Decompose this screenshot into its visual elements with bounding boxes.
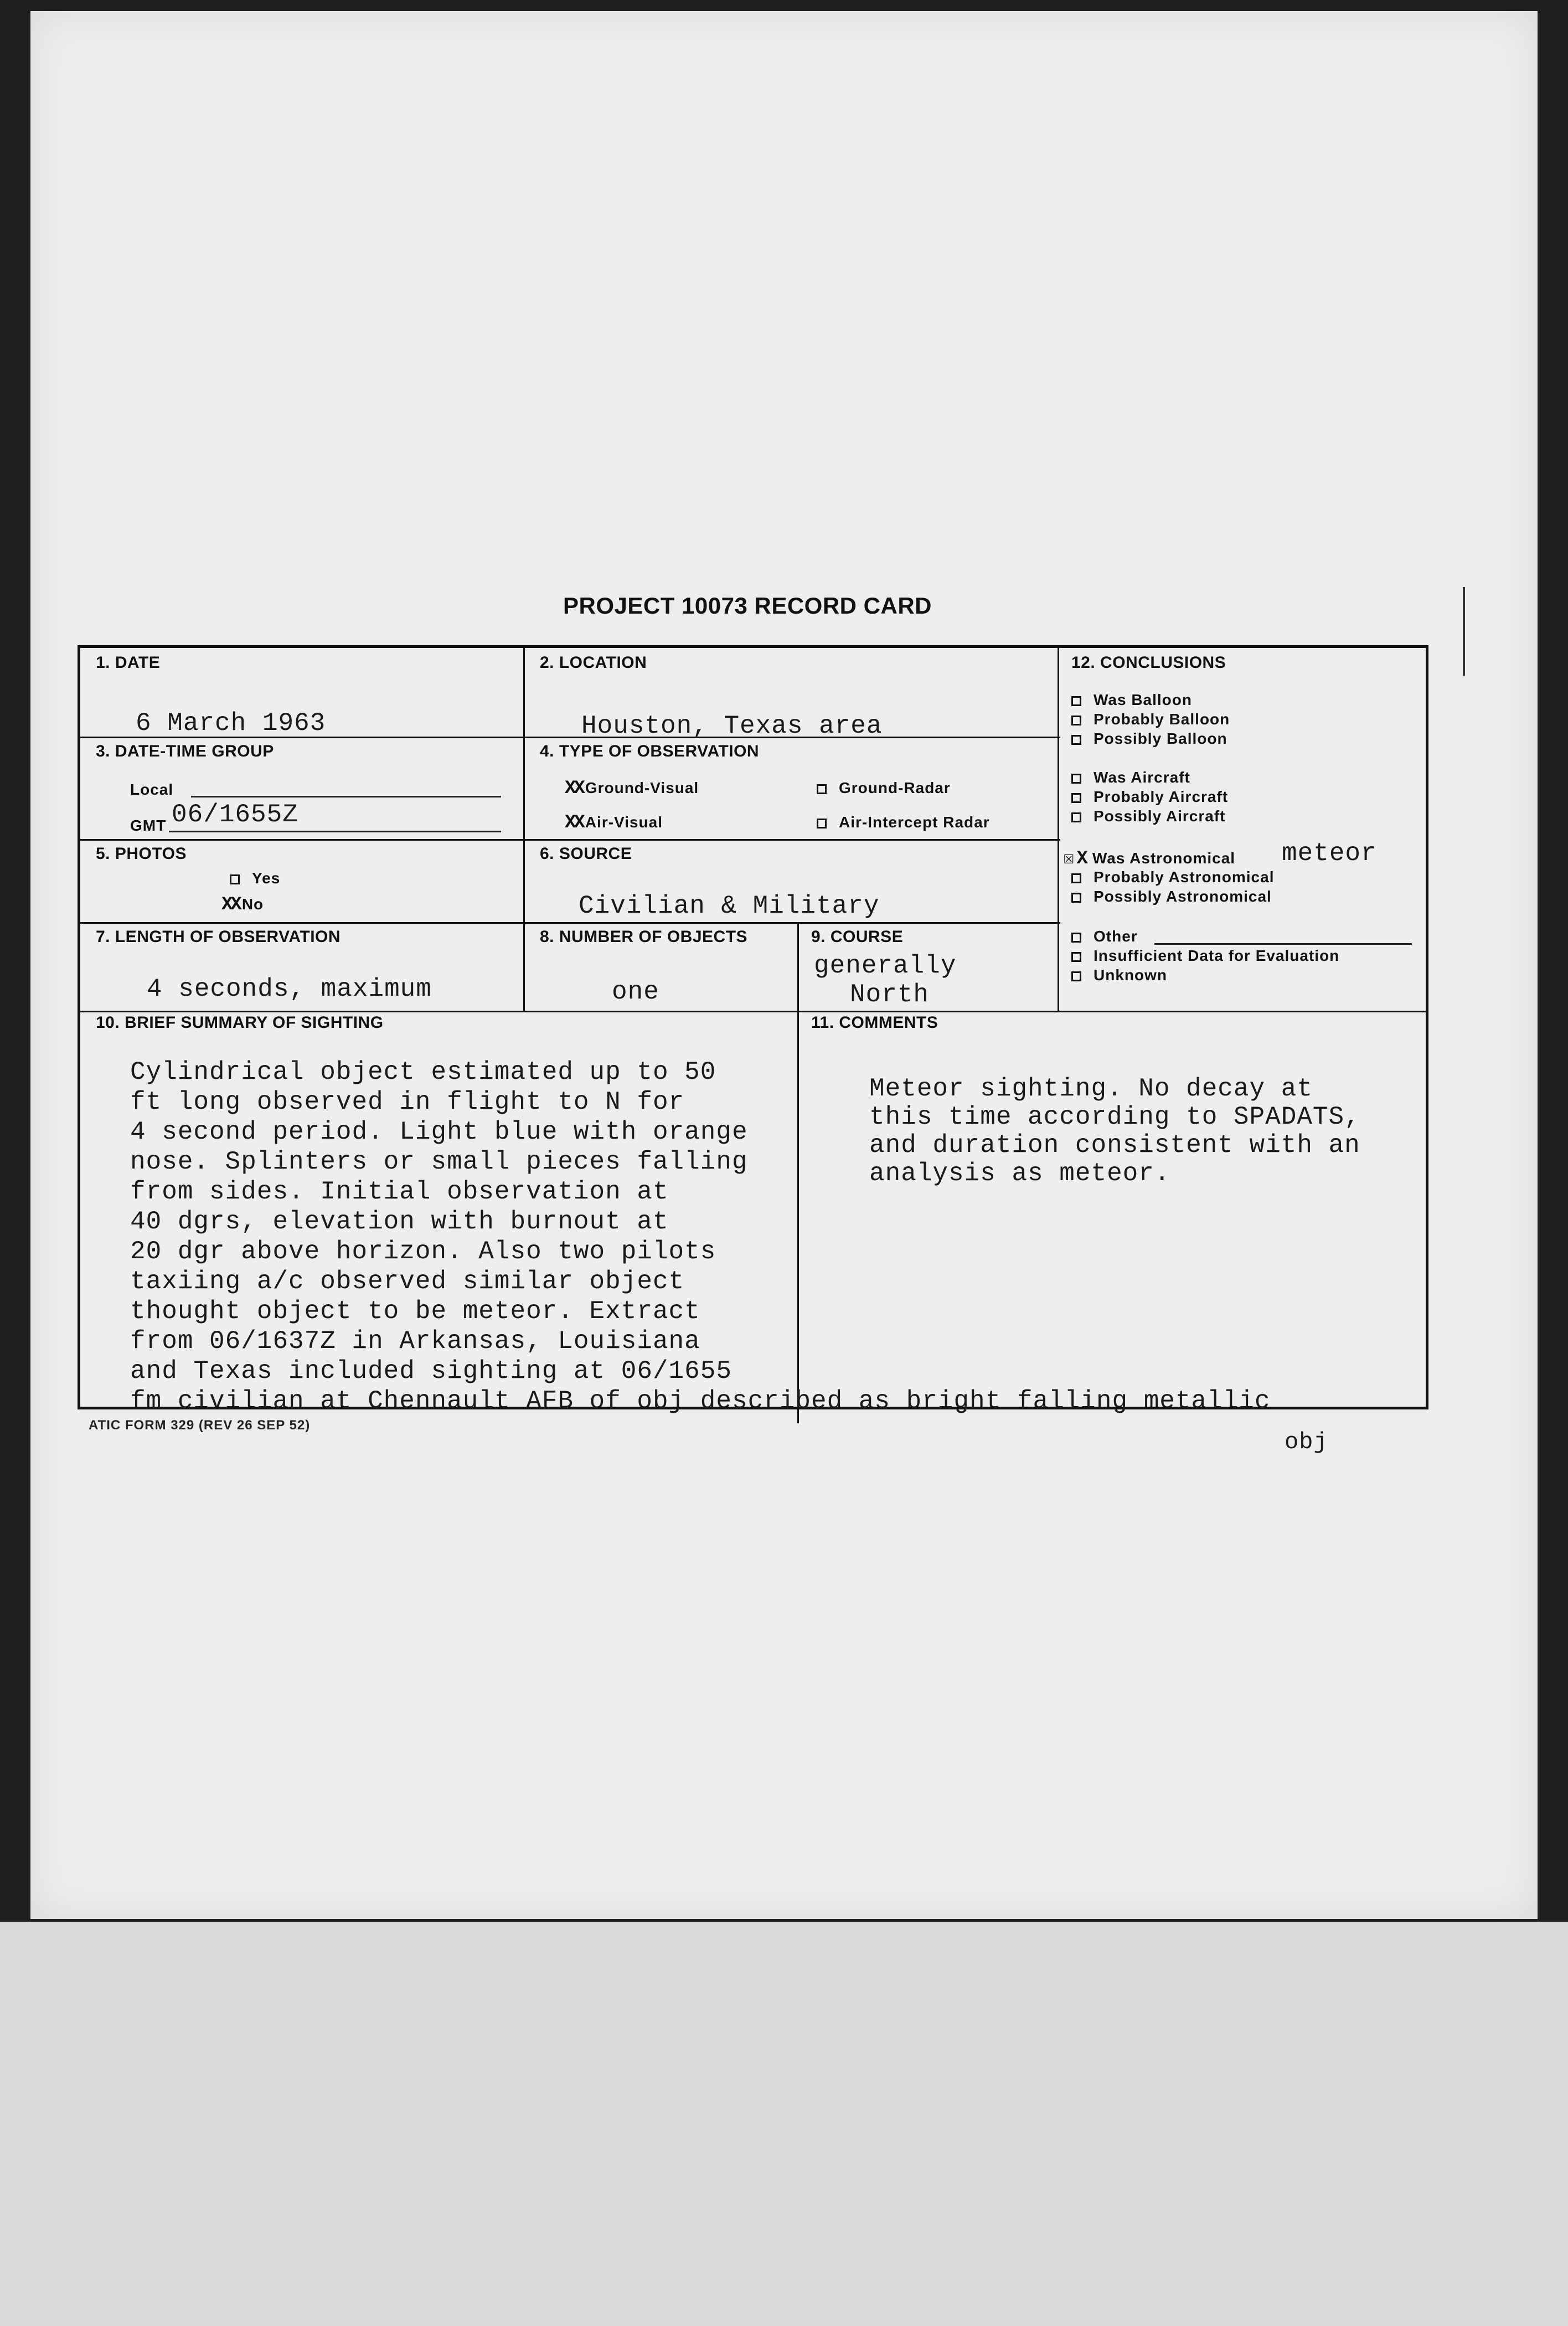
card-title: PROJECT 10073 RECORD CARD [563, 593, 932, 619]
conclusion-label: Possibly Balloon [1094, 730, 1227, 747]
summary-line: nose. Splinters or small pieces falling [130, 1147, 748, 1176]
ground-radar-label: Ground-Radar [839, 779, 951, 796]
conclusion-label: Was Aircraft [1094, 769, 1190, 786]
local-underline [191, 796, 501, 797]
conclusion-possibly-astronomical [1071, 888, 1272, 905]
length-of-observation-value: 4 seconds, maximum [147, 975, 432, 1004]
number-of-objects-label: 8. NUMBER OF OBJECTS [540, 928, 748, 946]
conclusion-label: Other [1094, 928, 1138, 945]
course-label: 9. COURSE [811, 928, 904, 946]
type-of-observation-label: 4. TYPE OF OBSERVATION [540, 742, 760, 760]
row-divider [80, 1011, 1426, 1012]
conclusion-possibly-balloon [1071, 730, 1227, 748]
conclusion-other [1071, 928, 1138, 945]
comments-label: 11. COMMENTS [811, 1013, 938, 1032]
ground-visual-label: Ground-Visual [585, 779, 699, 796]
was-astronomical-note: meteor [1282, 839, 1377, 868]
summary-label: 10. BRIEF SUMMARY OF SIGHTING [96, 1013, 384, 1032]
checkbox-icon [1071, 893, 1081, 903]
conclusions-label: 12. CONCLUSIONS [1071, 653, 1226, 672]
ground-radar-option [817, 779, 951, 797]
date-label: 1. DATE [96, 653, 161, 672]
gmt-value: 06/1655Z [172, 800, 298, 829]
checkbox-icon [1071, 971, 1081, 981]
photos-no-option [221, 894, 264, 915]
conclusion-label: Insufficient Data for Evaluation [1094, 947, 1340, 964]
conclusion-label: Unknown [1094, 966, 1167, 984]
col-divider [797, 922, 799, 1011]
ground-visual-option [565, 778, 699, 799]
col-divider [523, 648, 525, 1011]
length-of-observation-label: 7. LENGTH OF OBSERVATION [96, 928, 341, 946]
checkbox-icon [1071, 716, 1081, 725]
photos-label: 5. PHOTOS [96, 845, 187, 863]
checkbox-icon [230, 874, 240, 884]
air-visual-mark: XX [565, 812, 583, 833]
checkbox-icon [1071, 735, 1081, 745]
conclusion-label: Probably Astronomical [1094, 868, 1275, 886]
summary-line: ft long observed in flight to N for [130, 1088, 685, 1116]
photos-yes-option [230, 869, 280, 887]
conclusion-unknown [1071, 966, 1167, 984]
summary-line: from 06/1637Z in Arkansas, Louisiana [130, 1327, 700, 1356]
air-visual-option [565, 812, 663, 833]
conclusion-label: Probably Aircraft [1094, 788, 1229, 805]
comments-line: and duration consistent with an [869, 1131, 1360, 1160]
was-astronomical-mark: X [1076, 848, 1088, 869]
margin-mark [1463, 587, 1465, 676]
summary-line: and Texas included sighting at 06/1655 [130, 1357, 732, 1386]
photos-no-label: No [241, 896, 264, 913]
comments-line: analysis as meteor. [869, 1159, 1170, 1188]
lower-backdrop [0, 1922, 1568, 2326]
conclusion-label: Possibly Astronomical [1094, 888, 1272, 905]
col-divider [1058, 648, 1059, 1011]
local-label: Local [130, 781, 174, 798]
gmt-label: GMT [130, 817, 167, 834]
summary-line: taxiing a/c observed similar object [130, 1267, 685, 1296]
summary-line: 20 dgr above horizon. Also two pilots [130, 1237, 716, 1266]
summary-line: from sides. Initial observation at [130, 1177, 669, 1206]
course-value-line1: generally [814, 951, 957, 980]
location-value: Houston, Texas area [581, 712, 883, 740]
form-number: ATIC FORM 329 (REV 26 SEP 52) [89, 1418, 311, 1433]
source-value: Civilian & Military [579, 892, 880, 920]
conclusion-label: Probably Balloon [1094, 711, 1230, 728]
checkbox-icon [1071, 812, 1081, 822]
air-intercept-radar-label: Air-Intercept Radar [839, 814, 990, 831]
conclusion-probably-aircraft [1071, 788, 1228, 806]
location-label: 2. LOCATION [540, 653, 647, 672]
course-value-line2: North [850, 980, 930, 1009]
conclusion-probably-astronomical [1071, 868, 1274, 886]
conclusion-possibly-aircraft [1071, 807, 1225, 825]
number-of-objects-value: one [612, 977, 659, 1006]
date-value: 6 March 1963 [136, 709, 326, 738]
checkbox-icon [1071, 696, 1081, 706]
comments-line: Meteor sighting. No decay at [869, 1074, 1313, 1103]
ground-visual-mark: XX [565, 778, 583, 799]
air-intercept-radar-option [817, 814, 990, 831]
checkbox-icon [1071, 793, 1081, 803]
comments-line: this time according to SPADATS, [869, 1103, 1360, 1131]
other-underline [1154, 943, 1412, 945]
checkbox-icon [1071, 873, 1081, 883]
conclusion-insufficient-data [1071, 947, 1339, 965]
checked-box-icon: ☒ [1063, 848, 1075, 869]
comments-text [869, 1047, 1360, 1216]
summary-line: thought object to be meteor. Extract [130, 1297, 700, 1326]
air-visual-label: Air-Visual [585, 814, 663, 831]
conclusion-probably-balloon [1071, 711, 1230, 728]
conclusion-was-balloon [1071, 691, 1192, 709]
summary-line: fm civilian at Chennault AFB of obj described as bright falling metallic [130, 1387, 1271, 1416]
conclusion-label: Possibly Aircraft [1094, 807, 1226, 825]
conclusion-label: Was Astronomical [1092, 850, 1236, 867]
photos-yes-label: Yes [252, 869, 281, 887]
summary-line: 40 dgrs, elevation with burnout at [130, 1207, 669, 1236]
checkbox-icon [1071, 952, 1081, 962]
conclusion-label: Was Balloon [1094, 691, 1192, 708]
photos-no-mark: XX [221, 894, 240, 915]
conclusion-was-aircraft [1071, 769, 1190, 786]
row-divider [80, 839, 1060, 841]
continuation-text: obj [1285, 1429, 1328, 1455]
summary-line: Cylindrical object estimated up to 50 [130, 1058, 716, 1087]
checkbox-icon [817, 784, 827, 794]
checkbox-icon [1071, 774, 1081, 784]
checkbox-icon [1071, 933, 1081, 943]
gmt-underline [169, 831, 501, 832]
date-time-group-label: 3. DATE-TIME GROUP [96, 742, 274, 760]
summary-line: 4 second period. Light blue with orange [130, 1118, 748, 1146]
row-divider [80, 922, 1060, 924]
source-label: 6. SOURCE [540, 845, 632, 863]
checkbox-icon [817, 819, 827, 828]
conclusion-was-astronomical [1063, 846, 1235, 869]
